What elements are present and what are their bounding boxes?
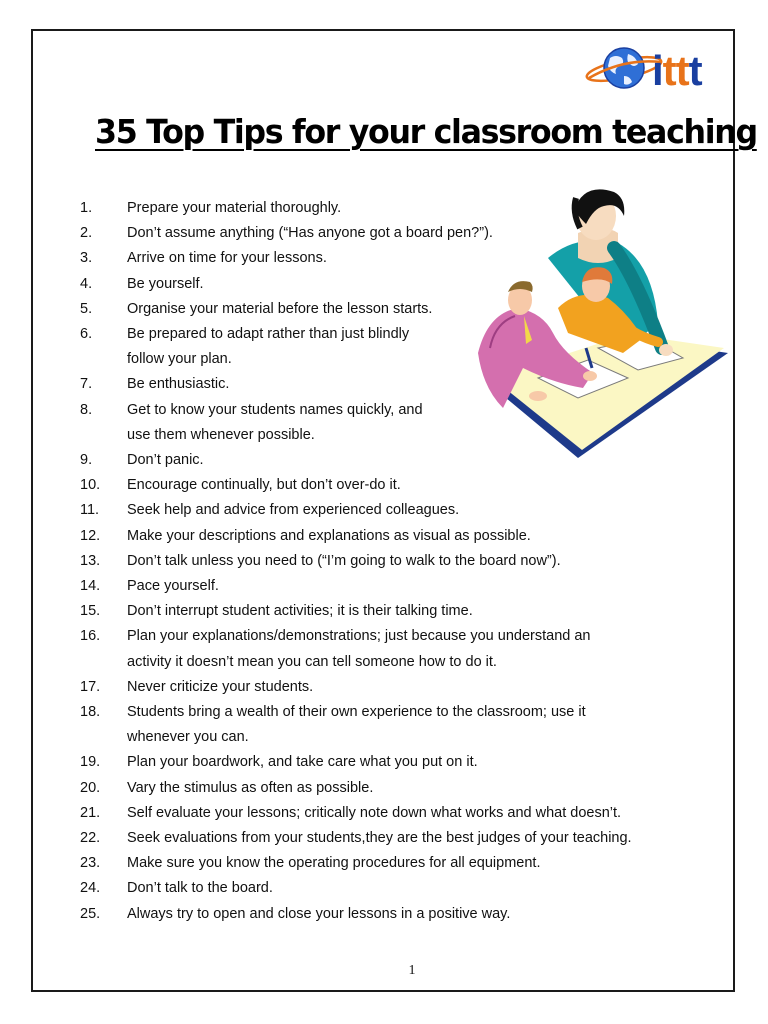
tip-text: Make sure you know the operating procedures for all equipment. bbox=[127, 855, 541, 872]
tip-number: 10. bbox=[80, 477, 101, 494]
tip-number: 7. bbox=[80, 376, 93, 393]
tip-number: 11. bbox=[80, 502, 100, 519]
tip-number: 18. bbox=[80, 704, 101, 720]
tip-number: 1. bbox=[80, 200, 93, 216]
ittt-wordmark bbox=[652, 46, 702, 96]
tip-number: 12. bbox=[80, 527, 101, 544]
tip-number: 5. bbox=[80, 300, 93, 317]
tip-text: Don’t interrupt student activities; it is their talking time. bbox=[127, 603, 473, 620]
tip-text: Always try to open and close your lessons in a positive way. bbox=[127, 905, 511, 922]
tip-number: 6. bbox=[80, 326, 93, 342]
tip-text: Never criticize your students. bbox=[127, 678, 314, 695]
tip-number: 9. bbox=[80, 452, 93, 468]
tip-number: 23. bbox=[80, 855, 101, 872]
logo-letter: t bbox=[662, 47, 676, 94]
tip-text: Get to know your students names quickly, and bbox=[127, 401, 423, 418]
tip-number: 15. bbox=[80, 603, 101, 620]
tip-text: Prepare your material thoroughly. bbox=[127, 200, 342, 216]
page-number: 1 bbox=[408, 963, 416, 978]
tip-text: Encourage continually, but don’t over-do it. bbox=[127, 477, 401, 494]
tip-text: Don’t talk unless you need to (“I’m going to walk to the board now”). bbox=[127, 552, 561, 569]
tip-text: Be prepared to adapt rather than just blindly bbox=[127, 326, 410, 342]
tip-text: Plan your explanations/demonstrations; just because you understand an bbox=[127, 628, 591, 645]
classroom-teacher-students-illustration-icon bbox=[478, 188, 730, 463]
page-title: 35 Top Tips for your classroom teaching bbox=[95, 112, 757, 151]
tip-number: 16. bbox=[80, 628, 101, 645]
tip-text: Be enthusiastic. bbox=[127, 376, 230, 393]
tip-text: Vary the stimulus as often as possible. bbox=[127, 779, 374, 796]
tip-number: 4. bbox=[80, 275, 93, 292]
tip-number: 3. bbox=[80, 250, 93, 267]
tip-number: 2. bbox=[80, 225, 93, 242]
logo-letter: i bbox=[652, 47, 663, 94]
tip-text: Pace yourself. bbox=[127, 578, 219, 594]
tip-text: Don’t panic. bbox=[127, 452, 204, 468]
tip-text: Don’t assume anything (“Has anyone got a board pen?”). bbox=[127, 225, 493, 242]
tip-text: Be yourself. bbox=[127, 275, 204, 292]
tip-number: 14. bbox=[80, 578, 101, 594]
tip-text: Seek help and advice from experienced colleagues. bbox=[127, 502, 460, 519]
tip-text: Plan your boardwork, and take care what you put on it. bbox=[127, 754, 478, 771]
tip-text: use them whenever possible. bbox=[127, 426, 315, 443]
tip-number: 19. bbox=[80, 754, 101, 771]
tip-number: 24. bbox=[80, 880, 101, 897]
logo-letter: t bbox=[675, 47, 689, 94]
tip-text: activity it doesn’t mean you can tell someone how to do it. bbox=[127, 653, 497, 670]
tip-number: 8. bbox=[80, 401, 93, 418]
tip-number: 21. bbox=[80, 804, 101, 821]
tip-text: Organise your material before the lesson starts. bbox=[127, 300, 433, 317]
tip-text: whenever you can. bbox=[127, 729, 249, 746]
tip-text: Seek evaluations from your students,they are the best judges of your teaching. bbox=[127, 830, 632, 846]
tip-text: Make your descriptions and explanations as visual as possible. bbox=[127, 527, 531, 544]
tip-text: Students bring a wealth of their own experience to the classroom; use it bbox=[127, 704, 586, 720]
tip-number: 25. bbox=[80, 905, 101, 922]
tip-text: Arrive on time for your lessons. bbox=[127, 250, 327, 267]
tip-number: 17. bbox=[80, 678, 101, 695]
tip-text: Self evaluate your lessons; critically note down what works and what doesn’t. bbox=[127, 804, 622, 821]
logo-letter: t bbox=[688, 47, 702, 94]
tip-number: 20. bbox=[80, 779, 101, 796]
tip-text: Don’t talk to the board. bbox=[127, 880, 273, 897]
tip-number: 13. bbox=[80, 552, 101, 569]
tip-text: follow your plan. bbox=[127, 351, 232, 368]
tip-number: 22. bbox=[80, 830, 101, 846]
